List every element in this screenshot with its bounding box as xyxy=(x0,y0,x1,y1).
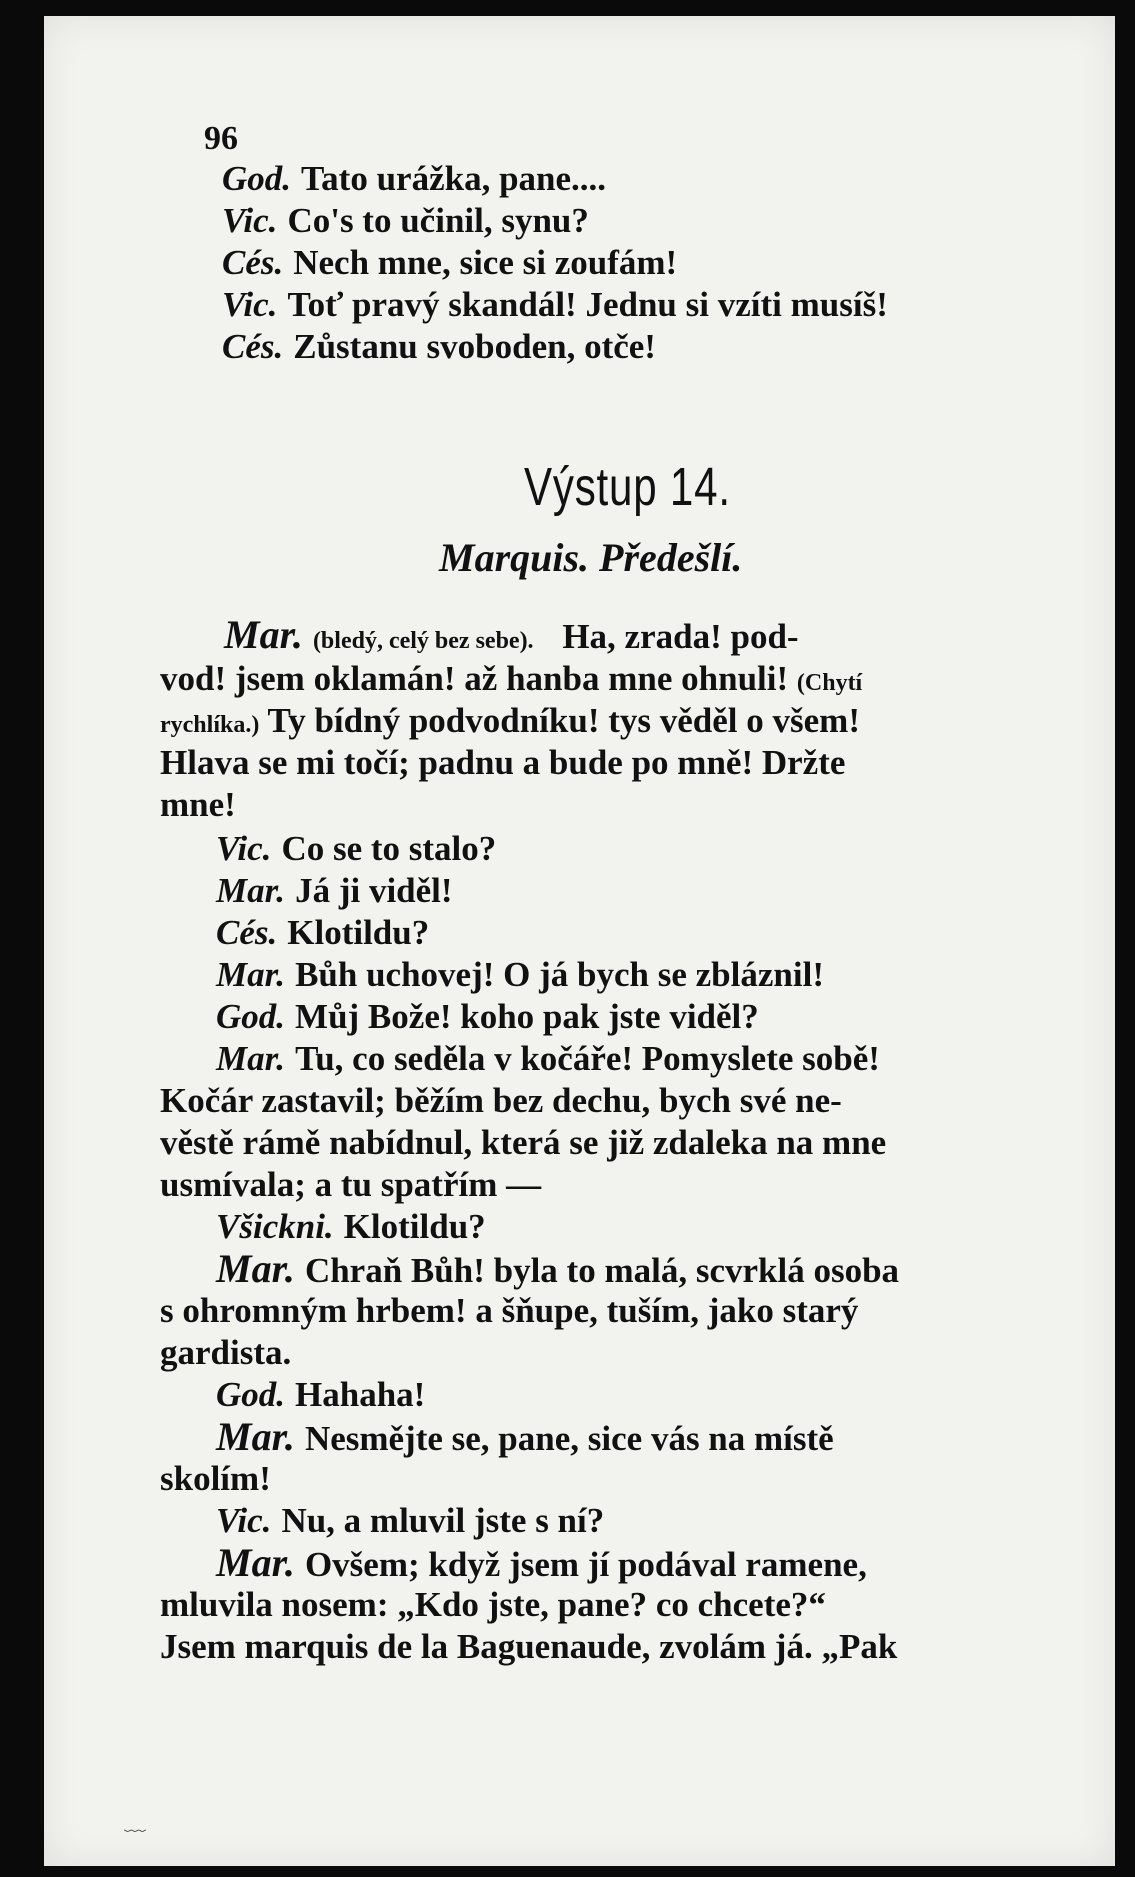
dialogue-line xyxy=(216,996,759,1038)
speaker-name: Mar. xyxy=(216,1039,286,1078)
speech-text: vod! jsem oklamán! až hanba mne ohnuli! xyxy=(160,659,789,698)
speaker-name: Vic. xyxy=(216,829,272,868)
speech-text: skolím! xyxy=(160,1459,271,1498)
dialogue-line xyxy=(160,1122,886,1164)
speech-text: Co se to stalo? xyxy=(281,829,497,868)
speech-text: Ovšem; když jsem jí podával ramene, xyxy=(304,1545,867,1584)
speaker-name: Vic. xyxy=(216,1501,272,1540)
dialogue-line xyxy=(216,1206,486,1248)
speaker-name: Mar. xyxy=(216,871,286,910)
book-page xyxy=(44,16,1115,1866)
scene-title: Výstup 14. xyxy=(524,457,731,517)
dialogue-line xyxy=(160,1290,858,1332)
dialogue-line xyxy=(222,326,656,368)
speech-text: Co's to učinil, synu? xyxy=(287,201,589,240)
speech-text: Bůh uchovej! O já bych se zbláznil! xyxy=(295,955,824,994)
speech-text: s ohromným hrbem! a šňupe, tuším, jako starý xyxy=(160,1291,859,1330)
speech-text: mne! xyxy=(160,785,236,824)
speech-text: Ha, zrada! pod- xyxy=(562,617,799,656)
dialogue-line xyxy=(160,700,860,746)
dialogue-line xyxy=(160,784,236,826)
speaker-name: God. xyxy=(216,997,286,1036)
stage-direction: rychlíka.) xyxy=(160,712,260,738)
dialogue-line xyxy=(222,200,589,242)
speech-text: gardista. xyxy=(160,1333,292,1372)
dialogue-line xyxy=(216,954,824,996)
dialogue-line xyxy=(216,1374,425,1416)
dialogue-line xyxy=(216,870,453,912)
dialogue-line xyxy=(216,912,429,954)
dialogue-line xyxy=(160,1458,271,1500)
stage-direction: (Chytí xyxy=(796,670,863,696)
speech-text: Můj Bože! koho pak jste viděl? xyxy=(295,997,759,1036)
speech-text: Toť pravý skandál! Jednu si vzíti musíš! xyxy=(287,285,888,324)
speaker-name: Všickni. xyxy=(216,1207,334,1246)
speaker-name: God. xyxy=(222,159,292,198)
scene-characters: Marquis. Předešlí. xyxy=(439,535,743,580)
dialogue-line xyxy=(216,1542,867,1586)
dialogue-line xyxy=(160,1332,291,1374)
speech-text: Tato urážka, pane.... xyxy=(301,159,607,198)
speaker-name: Mar. xyxy=(216,1540,295,1585)
page-number: 96 xyxy=(204,120,238,157)
dialogue-line xyxy=(216,1038,880,1080)
speaker-name: Vic. xyxy=(222,201,278,240)
speech-text: Nu, a mluvil jste s ní? xyxy=(281,1501,605,1540)
dialogue-line xyxy=(216,1500,604,1542)
speaker-name: Mar. xyxy=(216,1246,295,1291)
speech-text: Hlava se mi točí; padnu a bude po mně! Držte xyxy=(160,743,846,782)
scan-speck: ﹏ xyxy=(124,1810,147,1835)
dialogue-line xyxy=(222,284,888,326)
dialogue-line xyxy=(222,158,606,200)
dialogue-line xyxy=(160,658,862,704)
speech-text: Tu, co seděla v kočáře! Pomyslete sobě! xyxy=(295,1039,880,1078)
speech-text: usmívala; a tu spatřím — xyxy=(160,1165,542,1204)
speech-text: Hahaha! xyxy=(295,1375,426,1414)
speaker-name: Mar. xyxy=(216,1414,295,1459)
dialogue-line xyxy=(216,828,496,870)
dialogue-line xyxy=(160,1626,897,1668)
dialogue-line xyxy=(160,742,845,784)
dialogue-line xyxy=(216,1248,899,1292)
speech-text: Ty bídný podvodníku! tys věděl o všem! xyxy=(267,701,860,740)
dialogue-line xyxy=(224,614,799,662)
speech-text: Klotildu? xyxy=(343,1207,486,1246)
speaker-name: Cés. xyxy=(216,913,278,952)
dialogue-line xyxy=(160,1584,826,1626)
dialogue-line xyxy=(160,1080,842,1122)
speech-text: mluvila nosem: „Kdo jste, pane? co chcete?“ xyxy=(160,1585,826,1624)
speaker-name: Vic. xyxy=(222,285,278,324)
speech-text: Nech mne, sice si zoufám! xyxy=(293,243,678,282)
speech-text: Klotildu? xyxy=(287,913,430,952)
stage-direction: (bledý, celý bez sebe). xyxy=(312,628,534,654)
speech-text: věstě rámě nabídnul, která se již zdaleka na mne xyxy=(160,1123,887,1162)
speech-text: Chraň Bůh! byla to malá, scvrklá osoba xyxy=(304,1251,900,1290)
dialogue-line xyxy=(216,1416,834,1460)
speaker-name: God. xyxy=(216,1375,286,1414)
dialogue-line xyxy=(222,242,677,284)
speech-text: Kočár zastavil; běžím bez dechu, bych své ne- xyxy=(160,1081,842,1120)
speaker-name: Cés. xyxy=(222,327,284,366)
dialogue-line xyxy=(160,1164,541,1206)
speech-text: Nesmějte se, pane, sice vás na místě xyxy=(304,1419,834,1458)
speaker-name: Mar. xyxy=(216,955,286,994)
speaker-name: Mar. xyxy=(224,612,303,657)
speaker-name: Cés. xyxy=(222,243,284,282)
speech-text: Jsem marquis de la Baguenaude, zvolám já. „Pak xyxy=(160,1627,898,1666)
speech-text: Já ji viděl! xyxy=(295,871,453,910)
speech-text: Zůstanu svoboden, otče! xyxy=(293,327,656,366)
